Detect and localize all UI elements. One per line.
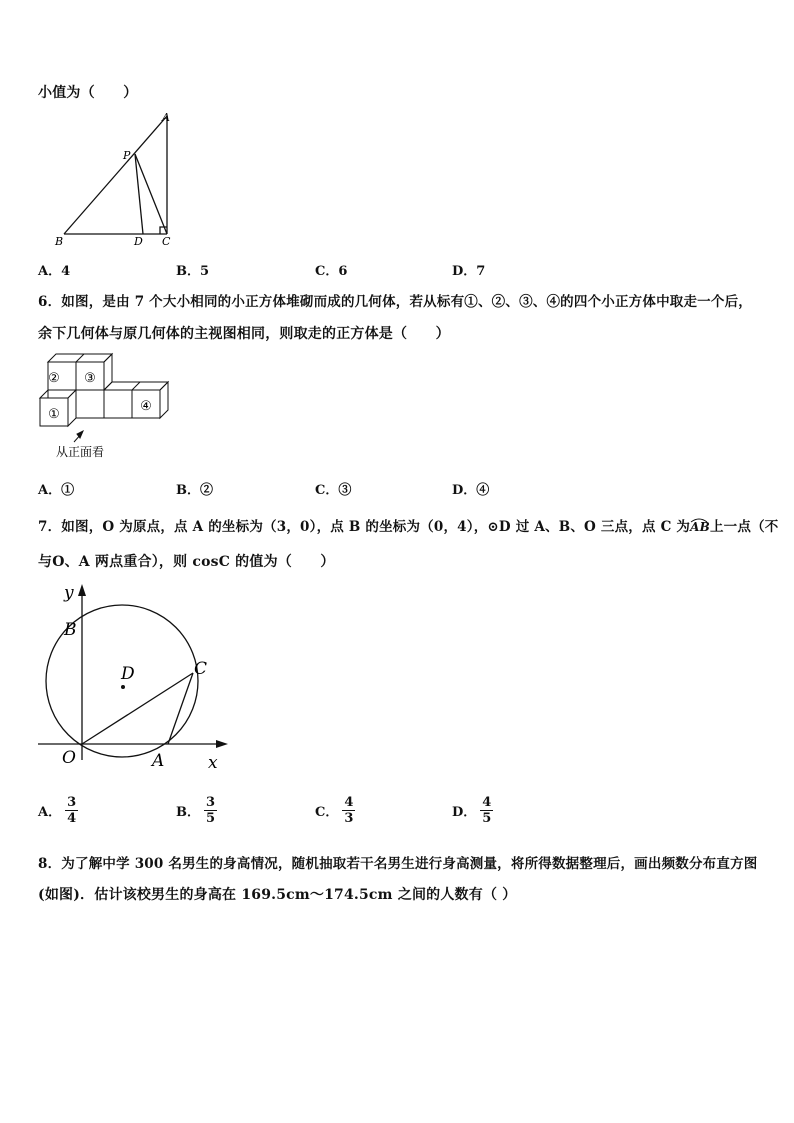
q5-option-b: B．5 [176, 264, 210, 279]
q7-stem-line1 [38, 515, 778, 535]
denominator: 5 [206, 811, 216, 826]
label-y: y [64, 583, 74, 603]
label-a: A [162, 111, 170, 124]
arc-ab-text: AB [690, 520, 710, 534]
q7-option-d-letter: D． [452, 805, 477, 820]
q6-option-c: C．③ [315, 483, 352, 498]
q5-option-c: C．6 [315, 264, 348, 279]
q8-stem-line2: (如图)．估计该校男生的身高在 169.5cm～174.5cm 之间的人数有（ ） [38, 887, 517, 903]
q7-option-d [452, 795, 493, 826]
q7-stem-line2: 与O、A 两点重合），则 cosC 的值为（ ） [38, 554, 335, 570]
label-d: D [134, 235, 143, 248]
label-c: C [194, 659, 208, 679]
label-d: D [121, 664, 135, 684]
label-x: x [208, 753, 218, 773]
numerator: 3 [206, 795, 216, 810]
cube-label-4: ④ [140, 399, 152, 414]
q7-option-c-letter: C． [315, 805, 339, 820]
center-point-d [121, 685, 125, 689]
label-a: A [152, 751, 165, 771]
q7-option-c [315, 795, 355, 826]
q6-option-b: B．② [176, 483, 213, 498]
view-caption: 从正面看 [56, 445, 105, 459]
q5-stem-end: 小值为（ ） [38, 85, 138, 101]
q7-stem-line1-part1: 7．如图，O 为原点，点 A 的坐标为（3，0），点 B 的坐标为（0，4），⊙D 过 A、B、O 三点，点 C 为 [38, 519, 691, 535]
numerator: 3 [67, 795, 77, 810]
denominator: 5 [482, 811, 492, 826]
q5-triangle-figure [50, 106, 190, 251]
numerator: 4 [482, 795, 492, 810]
side-ba [64, 116, 167, 234]
numerator: 4 [344, 795, 354, 810]
label-b: B [55, 235, 64, 248]
fraction [480, 795, 493, 826]
denominator: 3 [344, 811, 354, 826]
q7-option-a-letter: A． [38, 805, 62, 820]
cube-label-2: ② [48, 371, 60, 386]
q6-stem-line2: 余下几何体与原几何体的主视图相同，则取走的正方体是（ ） [38, 326, 450, 342]
cube-label-3: ③ [84, 371, 96, 386]
q6-stem-line1: 6．如图，是由 7 个大小相同的小正方体堆砌而成的几何体，若从标有①、②、③、④的四个小正方体中取走一个后， [38, 294, 752, 310]
label-p: P [123, 149, 131, 162]
fraction [204, 795, 217, 826]
label-o: O [62, 748, 76, 768]
fraction [65, 795, 78, 826]
fraction [342, 795, 355, 826]
q6-cubes-figure [36, 352, 186, 462]
q7-option-b-letter: B． [176, 805, 200, 820]
q7-stem-line1-part2: 上一点（不 [709, 519, 779, 535]
arc-mark [690, 518, 708, 523]
segment-pd [135, 154, 143, 234]
cube-label-1: ① [48, 407, 60, 422]
q7-option-a [38, 795, 78, 826]
arc-ab-label [690, 520, 710, 534]
segment-pc [135, 154, 167, 234]
q5-option-a: A．4 [38, 264, 71, 279]
denominator: 4 [67, 811, 77, 826]
q6-option-a: A．① [38, 483, 75, 498]
label-b: B [64, 620, 77, 640]
q7-option-b [176, 795, 217, 826]
q6-option-d: D．④ [452, 483, 490, 498]
q8-stem-line1: 8．为了解中学 300 名男生的身高情况，随机抽取若干名男生进行身高测量，将所得数据整理后，画出频数分布直方图 [38, 856, 758, 872]
q7-circle-figure [36, 580, 236, 775]
label-c: C [162, 235, 171, 248]
segment-ca [168, 673, 193, 744]
q5-option-d: D．7 [452, 264, 486, 279]
